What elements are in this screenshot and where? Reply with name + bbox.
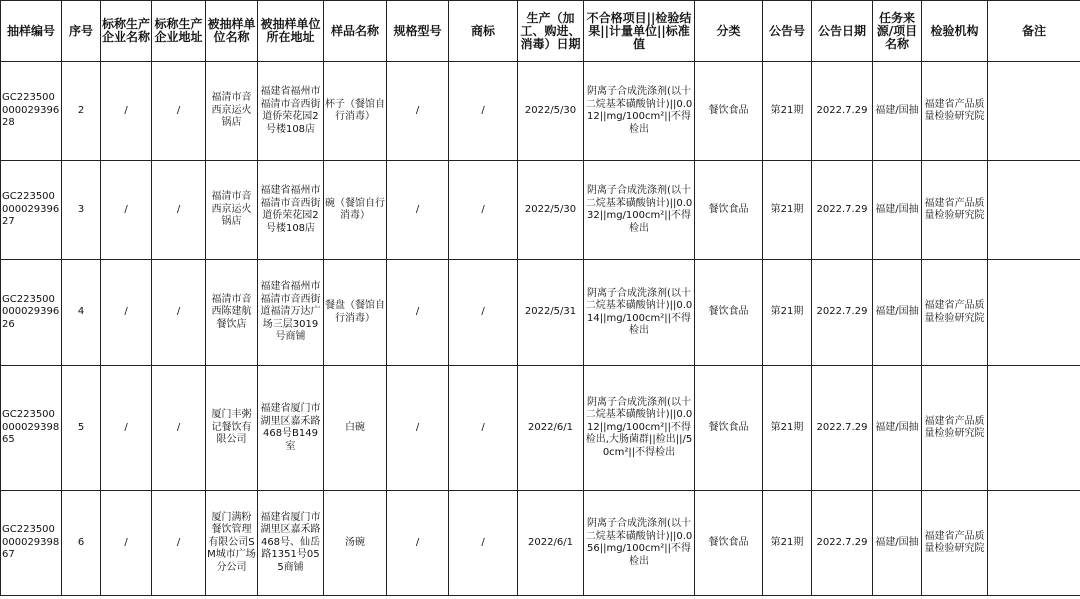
cell-mfr-name: / bbox=[101, 161, 152, 260]
header-code: 抽样编号 bbox=[1, 1, 62, 62]
cell-mfr-addr: / bbox=[152, 366, 206, 491]
cell-code: GC22350000002939626 bbox=[1, 260, 62, 366]
header-row bbox=[1, 1, 1080, 62]
cell-task: 福建/国抽 bbox=[873, 491, 922, 596]
cell-brand: / bbox=[449, 161, 518, 260]
cell-mfr-name: / bbox=[101, 366, 152, 491]
cell-date: 2022/6/1 bbox=[518, 491, 584, 596]
cell-task: 福建/国抽 bbox=[873, 366, 922, 491]
cell-remark bbox=[988, 62, 1080, 161]
cell-brand: / bbox=[449, 366, 518, 491]
cell-seq: 6 bbox=[62, 491, 101, 596]
header-sample: 样品名称 bbox=[324, 1, 387, 62]
table-row bbox=[1, 491, 1080, 596]
header-unit-addr: 被抽样单位所在地址 bbox=[258, 1, 324, 62]
cell-brand: / bbox=[449, 260, 518, 366]
cell-unit-name: 福清市音西陈建航餐饮店 bbox=[206, 260, 258, 366]
cell-mfr-addr: / bbox=[152, 161, 206, 260]
cell-agency: 福建省产品质量检验研究院 bbox=[922, 62, 988, 161]
table-row bbox=[1, 62, 1080, 161]
cell-sample: 碗（餐馆自行消毒） bbox=[324, 161, 387, 260]
cell-unit-name: 厦门丰粥记餐饮有限公司 bbox=[206, 366, 258, 491]
cell-sample: 杯子（餐馆自行消毒） bbox=[324, 62, 387, 161]
cell-date: 2022/6/1 bbox=[518, 366, 584, 491]
table-row bbox=[1, 366, 1080, 491]
cell-code: GC22350000002939865 bbox=[1, 366, 62, 491]
cell-date: 2022/5/30 bbox=[518, 161, 584, 260]
header-spec: 规格型号 bbox=[387, 1, 449, 62]
cell-items: 阴离子合成洗涤剂(以十二烷基苯磺酸钠计)||0.032||mg/100cm²||不得检出 bbox=[584, 161, 695, 260]
header-remark: 备注 bbox=[988, 1, 1080, 62]
cell-mfr-name: / bbox=[101, 491, 152, 596]
cell-unit-name: 厦门满粉餐饮管理有限公司SM城市广场分公司 bbox=[206, 491, 258, 596]
cell-category: 餐饮食品 bbox=[695, 491, 763, 596]
cell-code: GC22350000002939627 bbox=[1, 161, 62, 260]
cell-spec: / bbox=[387, 491, 449, 596]
cell-notice-date: 2022.7.29 bbox=[812, 491, 873, 596]
cell-unit-name: 福清市音西京运火锅店 bbox=[206, 161, 258, 260]
cell-items: 阴离子合成洗涤剂(以十二烷基苯磺酸钠计)||0.012||mg/100cm²||不得检出 bbox=[584, 62, 695, 161]
header-items: 不合格项目||检验结果||计量单位||标准值 bbox=[584, 1, 695, 62]
cell-notice: 第21期 bbox=[763, 260, 812, 366]
cell-notice-date: 2022.7.29 bbox=[812, 161, 873, 260]
cell-unit-addr: 福建省福州市福清市音西街道福清万达广场三层3019号商铺 bbox=[258, 260, 324, 366]
cell-spec: / bbox=[387, 161, 449, 260]
header-brand: 商标 bbox=[449, 1, 518, 62]
cell-unit-addr: 福建省福州市福清市音西街道侨荣花园2号楼108店 bbox=[258, 62, 324, 161]
cell-items: 阴离子合成洗涤剂(以十二烷基苯磺酸钠计)||0.014||mg/100cm²||不得检出 bbox=[584, 260, 695, 366]
cell-remark bbox=[988, 260, 1080, 366]
cell-unit-name: 福清市音西京运火锅店 bbox=[206, 62, 258, 161]
header-seq: 序号 bbox=[62, 1, 101, 62]
cell-mfr-name: / bbox=[101, 260, 152, 366]
cell-seq: 5 bbox=[62, 366, 101, 491]
cell-spec: / bbox=[387, 366, 449, 491]
cell-notice: 第21期 bbox=[763, 62, 812, 161]
cell-remark bbox=[988, 491, 1080, 596]
cell-seq: 2 bbox=[62, 62, 101, 161]
cell-agency: 福建省产品质量检验研究院 bbox=[922, 491, 988, 596]
cell-remark bbox=[988, 366, 1080, 491]
cell-notice-date: 2022.7.29 bbox=[812, 260, 873, 366]
cell-category: 餐饮食品 bbox=[695, 366, 763, 491]
cell-items: 阴离子合成洗涤剂(以十二烷基苯磺酸钠计)||0.012||mg/100cm²||不得检出,大肠菌群||检出||/50cm²||不得检出 bbox=[584, 366, 695, 491]
cell-notice-date: 2022.7.29 bbox=[812, 366, 873, 491]
cell-mfr-name: / bbox=[101, 62, 152, 161]
cell-mfr-addr: / bbox=[152, 491, 206, 596]
cell-items: 阴离子合成洗涤剂(以十二烷基苯磺酸钠计)||0.056||mg/100cm²||不得检出 bbox=[584, 491, 695, 596]
header-notice-date: 公告日期 bbox=[812, 1, 873, 62]
header-mfr-addr: 标称生产企业地址 bbox=[152, 1, 206, 62]
cell-brand: / bbox=[449, 62, 518, 161]
cell-task: 福建/国抽 bbox=[873, 260, 922, 366]
cell-agency: 福建省产品质量检验研究院 bbox=[922, 366, 988, 491]
cell-category: 餐饮食品 bbox=[695, 161, 763, 260]
cell-task: 福建/国抽 bbox=[873, 161, 922, 260]
cell-remark bbox=[988, 161, 1080, 260]
header-category: 分类 bbox=[695, 1, 763, 62]
cell-mfr-addr: / bbox=[152, 260, 206, 366]
cell-sample: 汤碗 bbox=[324, 491, 387, 596]
cell-brand: / bbox=[449, 491, 518, 596]
cell-category: 餐饮食品 bbox=[695, 260, 763, 366]
cell-mfr-addr: / bbox=[152, 62, 206, 161]
cell-unit-addr: 福建省厦门市湖里区嘉禾路468号B149室 bbox=[258, 366, 324, 491]
cell-seq: 3 bbox=[62, 161, 101, 260]
cell-notice: 第21期 bbox=[763, 491, 812, 596]
cell-notice: 第21期 bbox=[763, 366, 812, 491]
table-row bbox=[1, 161, 1080, 260]
cell-notice: 第21期 bbox=[763, 161, 812, 260]
header-date: 生产（加工、购进、消毒）日期 bbox=[518, 1, 584, 62]
cell-date: 2022/5/30 bbox=[518, 62, 584, 161]
cell-agency: 福建省产品质量检验研究院 bbox=[922, 260, 988, 366]
cell-spec: / bbox=[387, 62, 449, 161]
cell-code: GC22350000002939867 bbox=[1, 491, 62, 596]
header-mfr-name: 标称生产企业名称 bbox=[101, 1, 152, 62]
table-row bbox=[1, 260, 1080, 366]
header-task: 任务来源/项目名称 bbox=[873, 1, 922, 62]
cell-unit-addr: 福建省厦门市湖里区嘉禾路468号、仙岳路1351号055商铺 bbox=[258, 491, 324, 596]
header-agency: 检验机构 bbox=[922, 1, 988, 62]
cell-spec: / bbox=[387, 260, 449, 366]
header-unit-name: 被抽样单位名称 bbox=[206, 1, 258, 62]
cell-code: GC22350000002939628 bbox=[1, 62, 62, 161]
cell-agency: 福建省产品质量检验研究院 bbox=[922, 161, 988, 260]
cell-date: 2022/5/31 bbox=[518, 260, 584, 366]
cell-category: 餐饮食品 bbox=[695, 62, 763, 161]
cell-unit-addr: 福建省福州市福清市音西街道侨荣花园2号楼108店 bbox=[258, 161, 324, 260]
cell-notice-date: 2022.7.29 bbox=[812, 62, 873, 161]
cell-seq: 4 bbox=[62, 260, 101, 366]
cell-task: 福建/国抽 bbox=[873, 62, 922, 161]
cell-sample: 餐盘（餐馆自行消毒） bbox=[324, 260, 387, 366]
cell-sample: 白碗 bbox=[324, 366, 387, 491]
header-notice: 公告号 bbox=[763, 1, 812, 62]
